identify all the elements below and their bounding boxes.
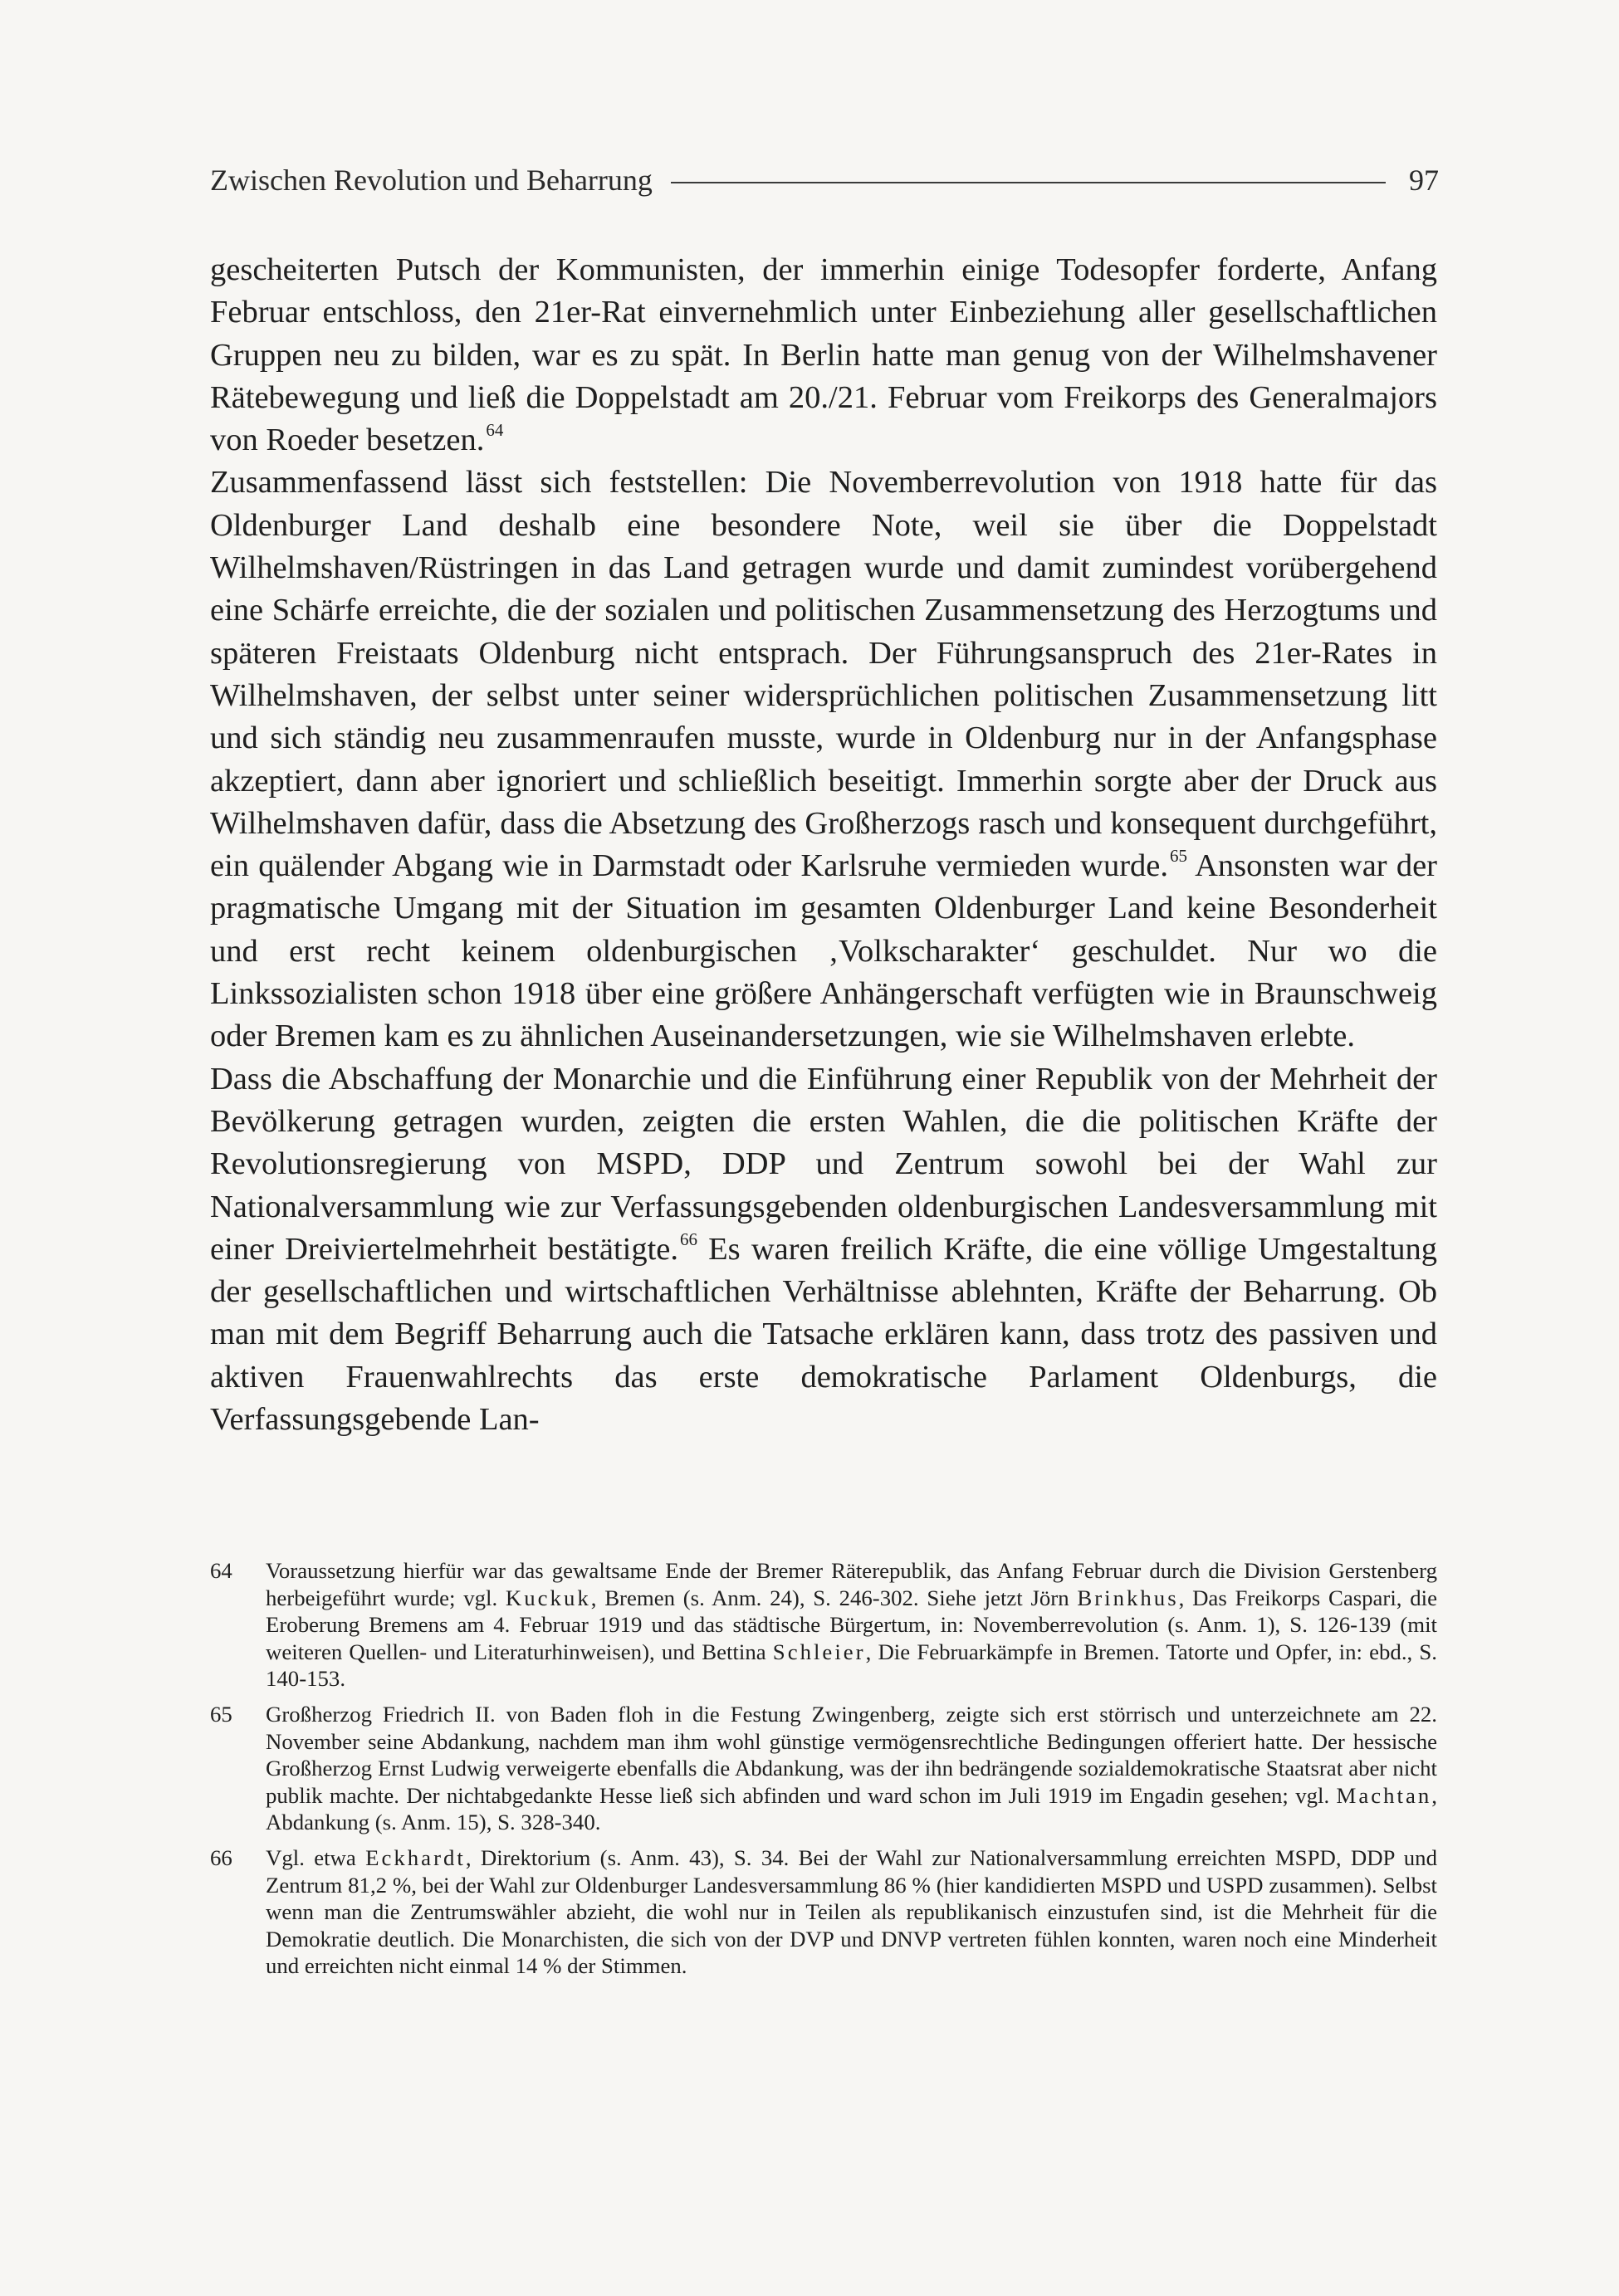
cited-author: Eckhardt (365, 1844, 466, 1870)
footnote-text-part: , Das Freikorps Caspari, die Eroberung Bremens am 4. Februar 1919 und das städtische Bürgertum, in: Novemberrevolution (s. Anm. 1), S. 126-139 (mit weiteren Quellen- und Literaturhinweisen), und Bettina (266, 1585, 1437, 1664)
page-number: 97 (1409, 164, 1439, 197)
running-head (210, 159, 1439, 201)
footnote-reference: 66 (680, 1229, 697, 1249)
footnote (210, 1844, 1437, 1980)
paragraph (210, 1058, 1437, 1442)
footnote-text (266, 1557, 1437, 1693)
footnote-text-part: Vgl. etwa (266, 1844, 366, 1870)
footnote-reference: 64 (486, 420, 504, 441)
footnote-text-part: , Abdankung (s. Anm. 15), S. 328-340. (266, 1782, 1437, 1835)
footnote-number: 65 (210, 1701, 232, 1727)
footnote (210, 1701, 1437, 1836)
footnote-text-part: , Die Februarkämpfe in Bremen. Tatorte und Opfer, in: ebd., S. 140-153. (266, 1639, 1437, 1692)
footnotes (210, 1557, 1437, 1988)
cited-author: Kuckuk (505, 1585, 591, 1610)
paragraph (210, 249, 1437, 462)
running-head-title: Zwischen Revolution und Beharrung (210, 164, 653, 197)
footnote-text (266, 1701, 1437, 1836)
footnote (210, 1557, 1437, 1693)
footnote-text-part: , Bremen (s. Anm. 24), S. 246-302. Siehe jetzt Jörn (590, 1585, 1078, 1610)
paragraph-text: Ansonsten war der pragmatische Umgang mit der Situation im gesamten Oldenburger Land keine Besonderheit und erst recht keinem oldenburgischen ‚Volkscharakter‘ geschuldet. Nur wo die Linkssozialisten schon 1918 über eine größere Anhängerschaft verfügten wie in Braunschweig oder Bremen kam es zu ähnlichen Auseinandersetzungen, wie sie Wilhelmshaven erlebte. (210, 848, 1437, 1054)
footnote-number: 64 (210, 1558, 232, 1583)
paragraph-text: Dass die Abschaffung der Monarchie und die Einführung einer Republik von der Mehrheit der Bevölkerung getragen wurden, zeigten die ersten Wahlen, die die politischen Kräfte der Revolutionsregierung von MSPD, DDP und Zentrum sowohl bei der Wahl zur Nationalversammlung wie zur Verfassungsgebenden oldenburgischen Landesversammlung mit einer Dreiviertelmehrheit bestätigte. (210, 1061, 1437, 1267)
cited-author: Brinkhus (1077, 1585, 1179, 1610)
main-text (210, 249, 1437, 1441)
paragraph-text: Zusammenfassend lässt sich feststellen: Die Novemberrevolution von 1918 hatte für das Oldenburger Land deshalb eine besondere Note, weil sie über die Doppelstadt Wilhelmshaven/Rüstringen in das Land getragen wurde und damit zumindest vorübergehend eine Schärfe erreichte, die der sozialen und politischen Zusammensetzung des Herzogtums und späteren Freistaats Oldenburg nicht entsprach. Der Führungsanspruch des 21er-Rates in Wilhelmshaven, der selbst unter seiner widersprüchlichen politischen Zusammensetzung litt und sich ständig neu zusammenraufen musste, wurde in Oldenburg nur in der Anfangsphase akzeptiert, dann aber ignoriert und schließlich beseitigt. Immerhin sorgte aber der Druck aus Wilhelmshaven dafür, dass die Absetzung des Großherzogs rasch und konsequent durchgeführt, ein quälender Abgang wie in Darmstadt oder Karlsruhe vermieden wurde. (210, 465, 1437, 884)
footnote-text (266, 1844, 1437, 1980)
paragraph (210, 462, 1437, 1058)
footnote-text-part: , Direktorium (s. Anm. 43), S. 34. Bei der Wahl zur Nationalversammlung erreichten MSPD, DDP und Zentrum 81,2 %, bei der Wahl zur Oldenburger Landesversammlung 86 % (hier kandidierten MSPD und USPD zusammen). Selbst wenn man die Zentrumswähler abzieht, die wohl nur in Teilen als republikanisch einzustufen sind, ist die Mehrheit für die Demokratie deutlich. Die Monarchisten, die sich von der DVP und DNVP vertreten fühlen konnten, waren noch eine Minderheit und erreichten nicht einmal 14 % der Stimmen. (266, 1844, 1437, 1979)
cited-author: Schleier (772, 1639, 866, 1664)
footnote-text-part: Voraussetzung hierfür war das gewaltsame Ende der Bremer Räterepublik, das Anfang Februar durch die Division Gerstenberg herbeigeführt wurde; vgl. (266, 1558, 1437, 1610)
cited-author: Machtan (1336, 1782, 1432, 1808)
footnote-reference: 65 (1170, 846, 1188, 867)
running-head-rule (671, 182, 1386, 183)
footnote-number: 66 (210, 1844, 232, 1870)
paragraph-text: Es waren freilich Kräfte, die eine völlige Umgestaltung der gesellschaftlichen und wirtschaftlichen Verhältnisse ablehnten, Kräfte der Beharrung. Ob man mit dem Begriff Beharrung auch die Tatsache erklären kann, dass trotz des passiven und aktiven Frauenwahlrechts das erste demokratische Parlament Oldenburgs, die Verfassungsgebende Lan- (210, 1231, 1437, 1438)
paragraph-text: gescheiterten Putsch der Kommunisten, der immerhin einige Todesopfer forderte, Anfang Februar entschloss, den 21er-Rat einvernehmlich unter Einbeziehung aller gesellschaftlichen Gruppen neu zu bilden, war es zu spät. In Berlin hatte man genug von der Wilhelmshavener Rätebewegung und ließ die Doppelstadt am 20./21. Februar vom Freikorps des Generalmajors von Roeder besetzen. (210, 252, 1437, 458)
footnote-text-part: Großherzog Friedrich II. von Baden floh in die Festung Zwingenberg, zeigte sich erst störrisch und unterzeichnete am 22. November seine Abdankung, nachdem man ihm wohl günstige vermögensrechtliche Bedingungen offeriert hatte. Der hessische Großherzog Ernst Ludwig verweigerte ebenfalls die Abdankung, was der ihn bedrängende sozialdemokratische Staatsrat aber nicht publik machte. Der nichtabgedankte Hesse ließ sich abfinden und ward schon im Juli 1919 im Engadin gesehen; vgl. (266, 1701, 1437, 1808)
